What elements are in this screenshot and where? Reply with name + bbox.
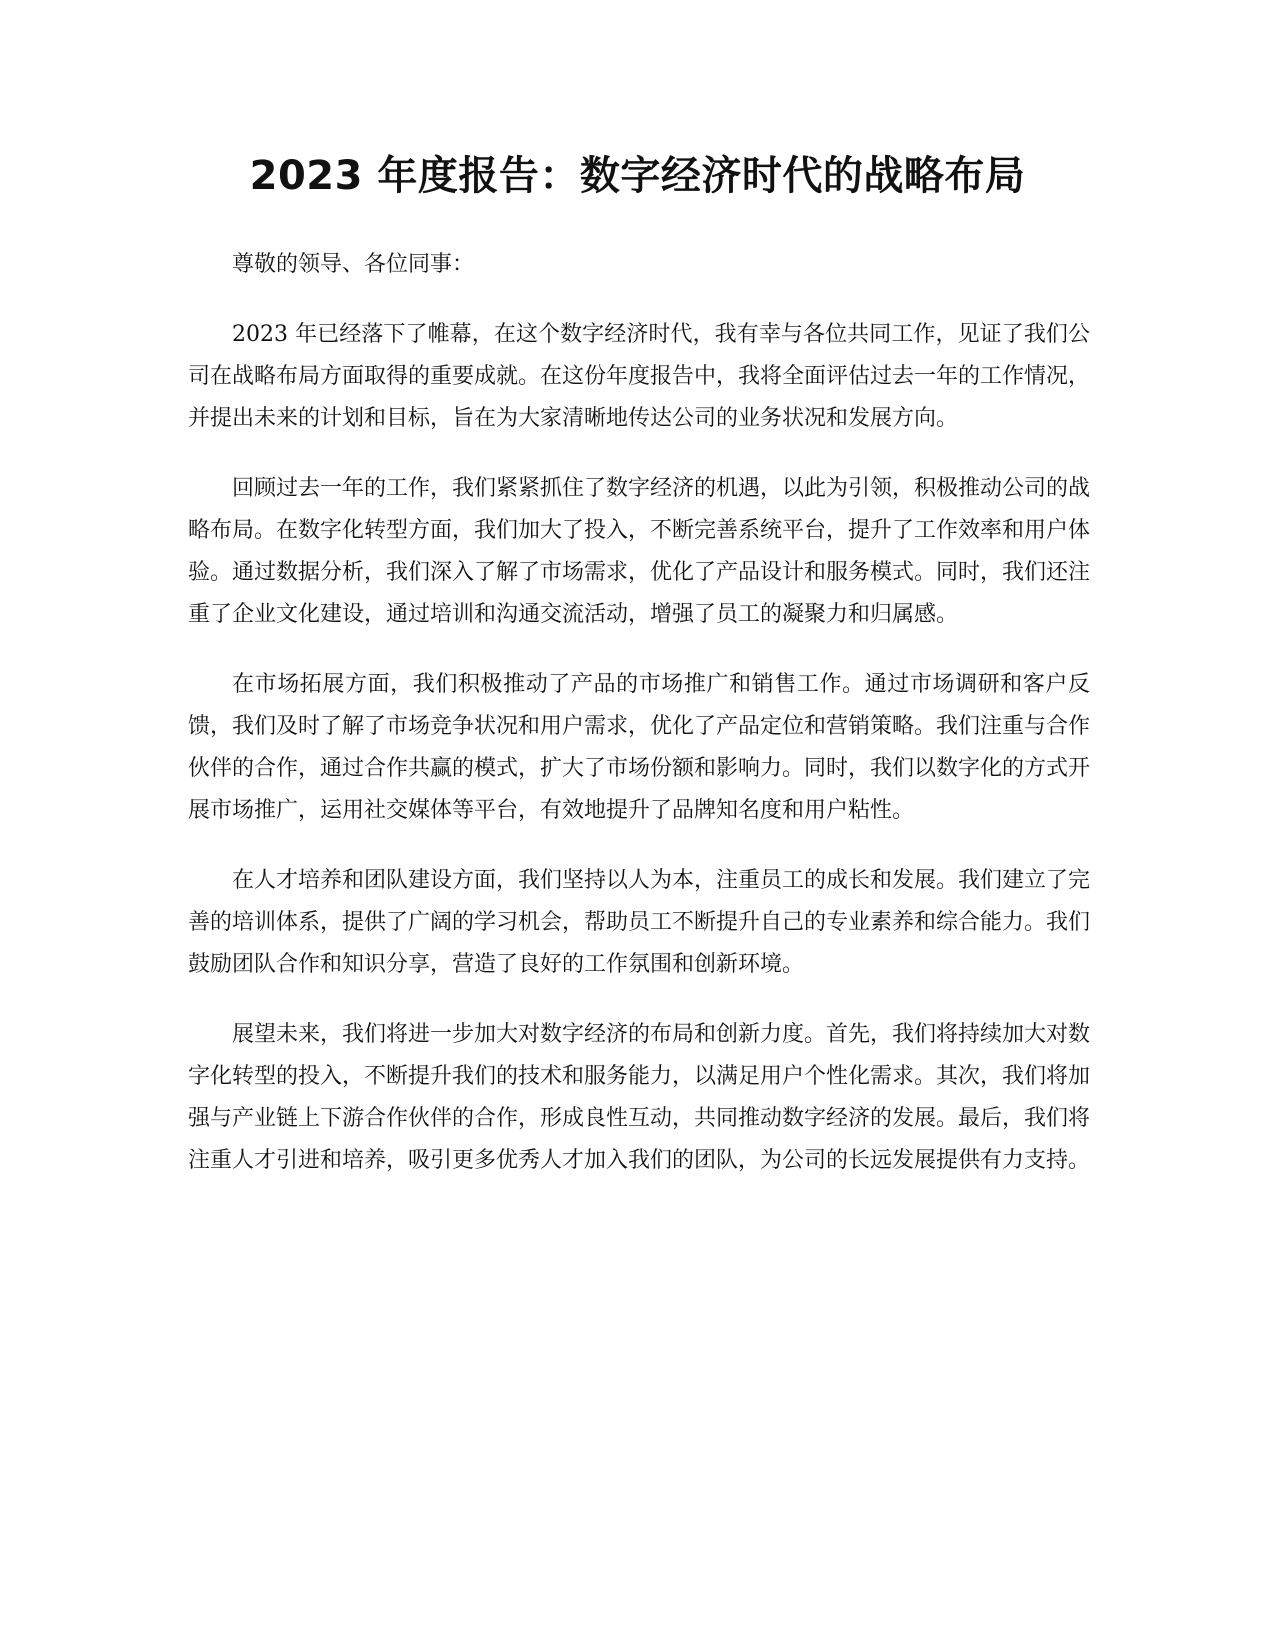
paragraph-intro: 2023 年已经落下了帷幕，在这个数字经济时代，我有幸与各位共同工作，见证了我们公司在战略布局方面取得的重要成就。在这份年度报告中，我将全面评估过去一年的工作情况，并提出未来的计划和目标，旨在为大家清晰地传达公司的业务状况和发展方向。: [188, 322, 1091, 431]
paragraph-market: 在市场拓展方面，我们积极推动了产品的市场推广和销售工作。通过市场调研和客户反馈，我们及时了解了市场竞争状况和用户需求，优化了产品定位和营销策略。我们注重与合作伙伴的合作，通过合作共赢的模式，扩大了市场份额和影响力。同时，我们以数字化的方式开展市场推广，运用社交媒体等平台，有效地提升了品牌知名度和用户粘性。: [188, 672, 1091, 823]
salutation: 尊敬的领导、各位同事：: [232, 252, 475, 277]
document-body: [188, 244, 1090, 1210]
paragraph-talent: 在人才培养和团队建设方面，我们坚持以人为本，注重员工的成长和发展。我们建立了完善的培训体系，提供了广阔的学习机会，帮助员工不断提升自己的专业素养和综合能力。我们鼓励团队合作和知识分享，营造了良好的工作氛围和创新环境。: [188, 868, 1091, 977]
page-title: 2023 年度报告：数字经济时代的战略布局: [249, 153, 1026, 199]
paragraph-outlook: 展望未来，我们将进一步加大对数字经济的布局和创新力度。首先，我们将持续加大对数字化转型的投入，不断提升我们的技术和服务能力，以满足用户个性化需求。其次，我们将加强与产业链上下游合作伙伴的合作，形成良性互动，共同推动数字经济的发展。最后，我们将注重人才引进和培养，吸引更多优秀人才加入我们的团队，为公司的长远发展提供有力支持。: [188, 1022, 1091, 1173]
paragraph-review: 回顾过去一年的工作，我们紧紧抓住了数字经济的机遇，以此为引领，积极推动公司的战略布局。在数字化转型方面，我们加大了投入，不断完善系统平台，提升了工作效率和用户体验。通过数据分析，我们深入了解了市场需求，优化了产品设计和服务模式。同时，我们还注重了企业文化建设，通过培训和沟通交流活动，增强了员工的凝聚力和归属感。: [188, 476, 1091, 627]
